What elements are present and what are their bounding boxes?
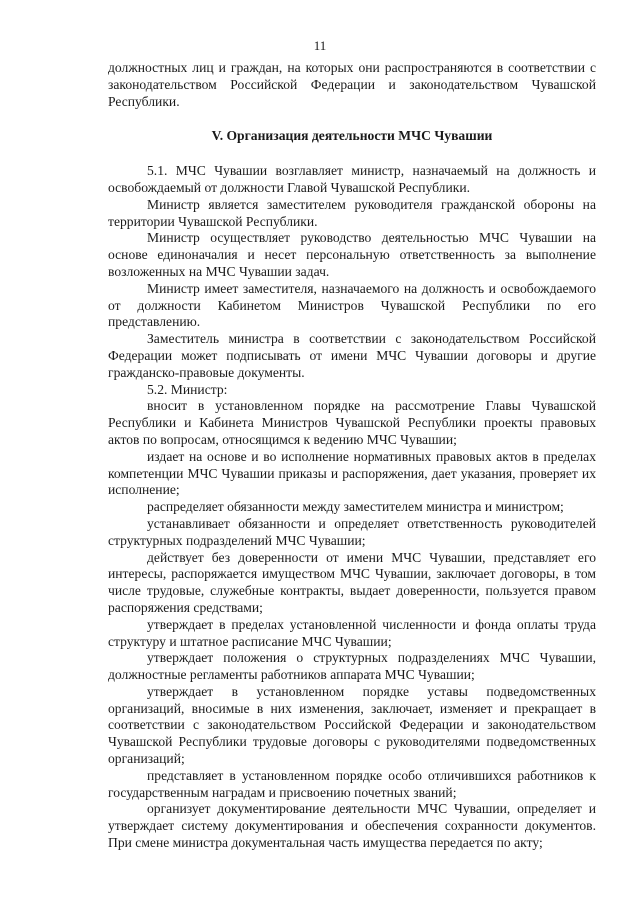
paragraph-minister-deputy-go: Министр является заместителем руководителя гражданской обороны на территории Чувашской Республики. bbox=[108, 196, 596, 229]
section-heading: V. Организация деятельности МЧС Чувашии bbox=[211, 128, 493, 144]
paragraph-approves-charters: утверждает в установленном порядке уставы подведомственных организаций, вносимые в них изменения, заключает, изменяет и прекращает в соответствии с законодательством Российской Федерации и законодательством Чувашской Республики трудовые договоры с руководителями подведомственных организаций; bbox=[108, 683, 596, 767]
paragraph-minister-deputy: Министр имеет заместителя, назначаемого на должность и освобождаемого от должности Кабинетом Министров Чувашской Республики по его представлению. bbox=[108, 280, 596, 330]
paragraph-acts-without-proxy: действует без доверенности от имени МЧС Чувашии, представляет его интересы, распоряжается имуществом МЧС Чувашии, заключает договоры, в том числе трудовые, служебные контракты, выдает доверенности, пользуется правом распоряжения средствами; bbox=[108, 549, 596, 615]
paragraph-minister-leadership: Министр осуществляет руководство деятельностью МЧС Чувашии на основе единоначалия и несет персональную ответственность за выполнение возложенных на МЧС Чувашии задач. bbox=[108, 230, 596, 279]
paragraph-approves-regulations: утверждает положения о структурных подразделениях МЧС Чувашии, должностные регламенты работников аппарата МЧС Чувашии; bbox=[108, 650, 596, 683]
paragraph-5-2: 5.2. Министр: bbox=[147, 381, 228, 397]
intro-paragraph: должностных лиц и граждан, на которых они распространяются в соответствии с законодательством Российской Федерации и законодательством Чувашской Республики. bbox=[108, 60, 596, 109]
paragraph-sets-responsibilities: устанавливает обязанности и определяет ответственность руководителей структурных подразделений МЧС Чувашии; bbox=[108, 515, 596, 548]
document-body bbox=[108, 60, 596, 852]
paragraph-5-1: 5.1. МЧС Чувашии возглавляет министр, назначаемый на должность и освобождаемый от должности Главой Чувашской Республики. bbox=[108, 163, 596, 195]
paragraph-approves-structure: утверждает в пределах установленной численности и фонда оплаты труда структуру и штатное расписание МЧС Чувашии; bbox=[108, 616, 596, 649]
paragraph-distributes-duties: распределяет обязанности между заместителем министра и министром; bbox=[147, 499, 564, 515]
paragraph-documentation: организует документирование деятельности МЧС Чувашии, определяет и утверждает систему документирования и обеспечения сохранности документов. При смене министра документальная часть имущества передается по акту; bbox=[108, 801, 596, 851]
paragraph-issues-orders: издает на основе и во исполнение нормативных правовых актов в пределах компетенции МЧС Чувашии приказы и распоряжения, дает указания, проверяет их исполнение; bbox=[108, 448, 596, 498]
page-number: 11 bbox=[313, 38, 327, 53]
paragraph-awards: представляет в установленном порядке особо отличившихся работников к государственным наградам и присвоению почетных званий; bbox=[108, 767, 596, 800]
paragraph-deputy-signing: Заместитель министра в соответствии с законодательством Российской Федерации может подписывать от имени МЧС Чувашии договоры и другие гражданско-правовые документы. bbox=[108, 331, 596, 380]
paragraph-submits-projects: вносит в установленном порядке на рассмотрение Главы Чувашской Республики и Кабинета Министров Чувашской Республики проекты правовых актов по вопросам, относящимся к ведению МЧС Чувашии; bbox=[108, 398, 596, 447]
